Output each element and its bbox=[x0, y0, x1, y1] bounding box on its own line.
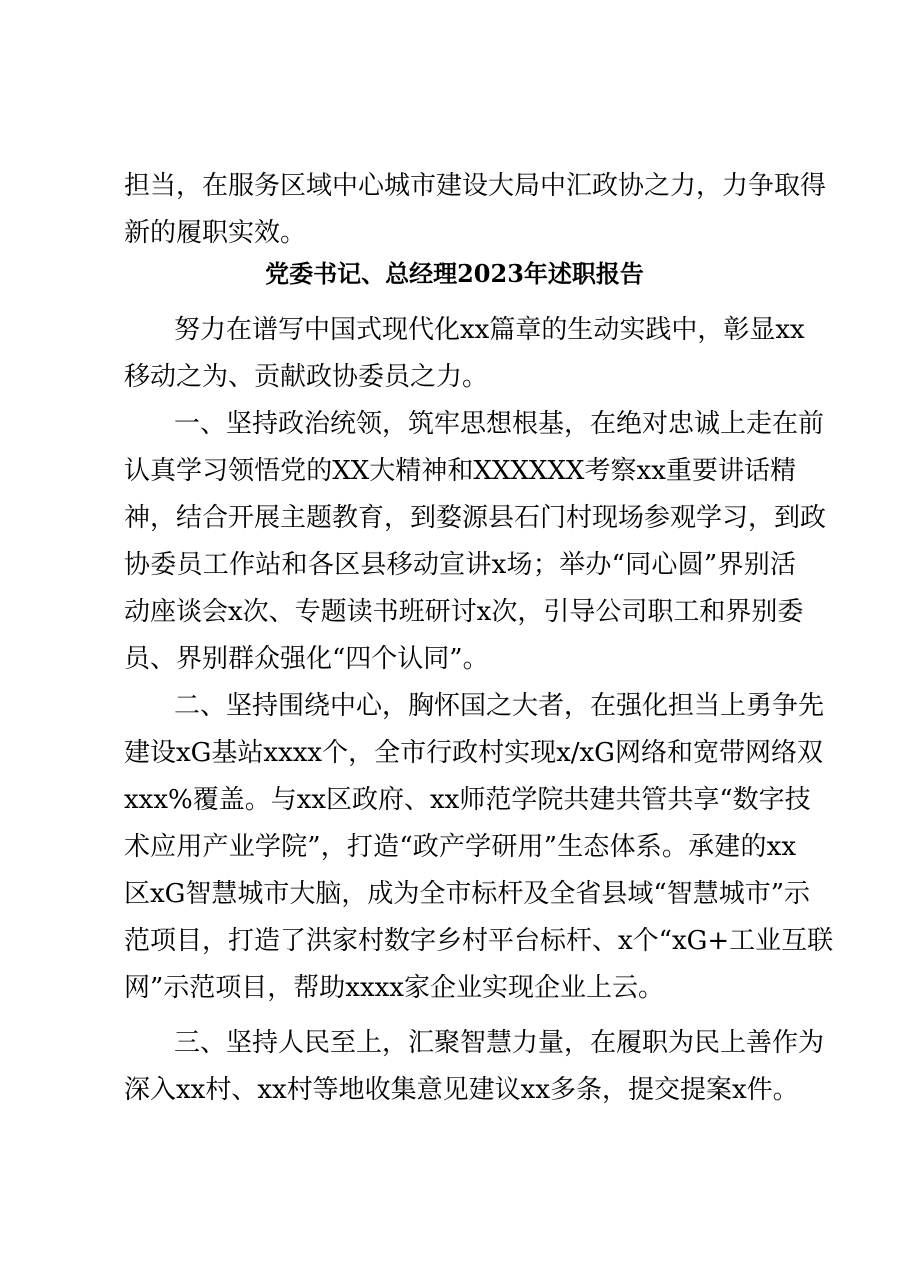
paragraph-line bbox=[0, 404, 909, 444]
text-line: 努力在谱写中国式现代化xx篇章的生动实践中，彰显xx bbox=[174, 315, 805, 345]
text-line: 网”示范项目，帮助xxxx家企业实现企业上云。 bbox=[124, 973, 664, 1003]
paragraph-line bbox=[0, 498, 909, 538]
paragraph-line bbox=[0, 874, 909, 914]
text-line: 认真学习领悟党的XX大精神和XXXXXX考察xx重要讲话精 bbox=[124, 456, 796, 486]
paragraph-line bbox=[0, 733, 909, 773]
paragraph-line bbox=[0, 921, 909, 961]
text-line: 区xG智慧城市大脑，成为全市标杆及全省县域“智慧城市”示 bbox=[124, 879, 811, 909]
text-line: 担当，在服务区域中心城市建设大局中汇政协之力，力争取得 bbox=[124, 171, 827, 201]
text-line: 员、界别群众强化“四个认同”。 bbox=[124, 644, 489, 674]
text-line: 三、坚持人民至上，汇聚智慧力量，在履职为民上善作为 bbox=[174, 1028, 825, 1058]
paragraph-line bbox=[0, 639, 909, 679]
text-line: 动座谈会x次、专题读书班研讨x次，引导公司职工和界别委 bbox=[124, 597, 804, 627]
paragraph-line bbox=[0, 1023, 909, 1063]
paragraph-line bbox=[0, 357, 909, 397]
document-title: 党委书记、总经理2023年述职报告 bbox=[265, 259, 644, 288]
text-line: 深入xx村、xx村等地收集意见建议xx多条，提交提案x件。 bbox=[124, 1075, 799, 1105]
paragraph-line bbox=[0, 451, 909, 491]
paragraph-line bbox=[0, 545, 909, 585]
paragraph-line bbox=[0, 592, 909, 632]
paragraph-line bbox=[0, 686, 909, 726]
text-line: 一、坚持政治统领，筑牢思想根基，在绝对忠诚上走在前 bbox=[174, 409, 825, 439]
text-line: 协委员工作站和各区县移动宣讲x场；举办“同心圆”界别活 bbox=[124, 550, 796, 580]
paragraph-line bbox=[0, 310, 909, 350]
paragraph-line bbox=[0, 968, 909, 1008]
text-line: 范项目，打造了洪家村数字乡村平台标杆、x个“xG+工业互联 bbox=[124, 926, 834, 956]
text-line: 二、坚持围绕中心，胸怀国之大者，在强化担当上勇争先 bbox=[174, 691, 825, 721]
intro-line bbox=[0, 213, 909, 253]
paragraph-line bbox=[0, 827, 909, 867]
text-line: 移动之为、贡献政协委员之力。 bbox=[124, 362, 489, 392]
intro-line bbox=[0, 166, 909, 206]
paragraph-line bbox=[0, 1070, 909, 1110]
text-line: 建设xG基站xxxx个，全市行政村实现x/xG网络和宽带网络双 bbox=[124, 738, 823, 768]
text-line: 新的履职实效。 bbox=[124, 218, 307, 248]
text-line: xxx%覆盖。与xx区政府、xx师范学院共建共管共享“数字技 bbox=[124, 785, 811, 815]
text-line: 神，结合开展主题教育，到婺源县石门村现场参观学习，到政 bbox=[124, 503, 827, 533]
text-line: 术应用产业学院”，打造“政产学研用”生态体系。承建的xx bbox=[124, 832, 796, 862]
paragraph-line bbox=[0, 780, 909, 820]
